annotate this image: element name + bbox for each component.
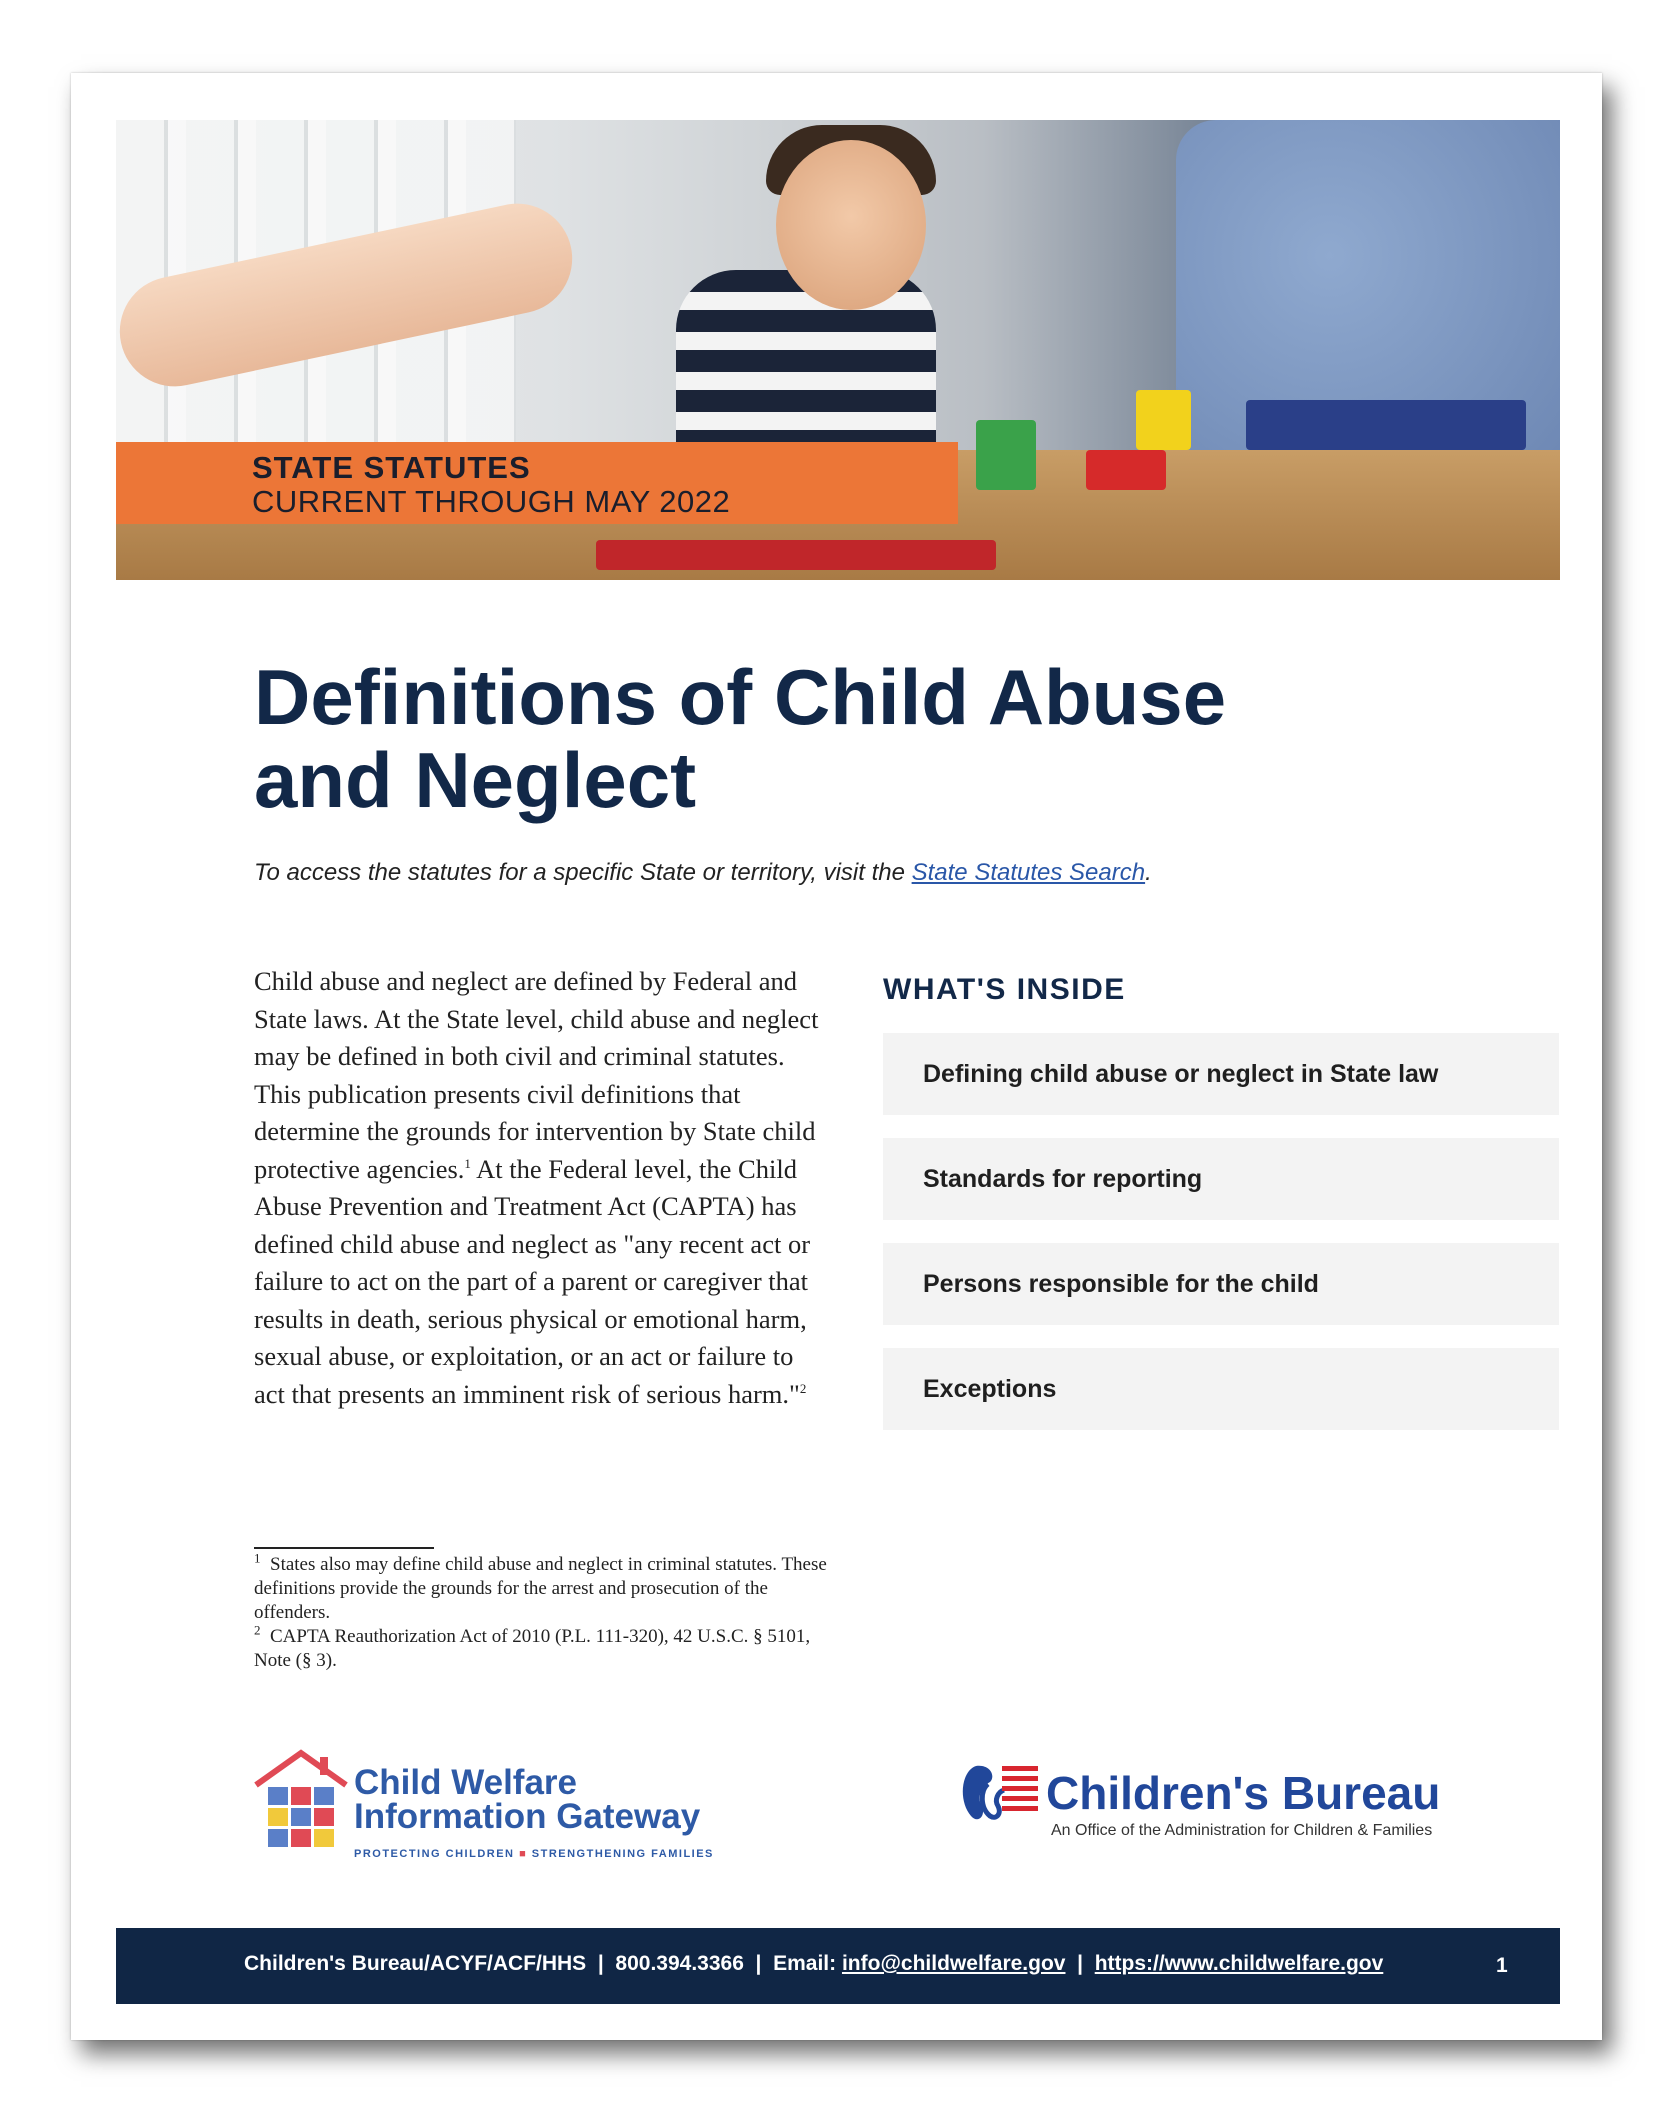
toc-item-exceptions[interactable]: Exceptions	[883, 1348, 1559, 1430]
banner-line2: CURRENT THROUGH MAY 2022	[252, 484, 731, 519]
childrens-bureau-emblem-icon	[956, 1756, 1041, 1826]
footnote-ref-1: 1	[464, 1155, 471, 1171]
toc-item-standards[interactable]: Standards for reporting	[883, 1138, 1559, 1220]
footer-contact: Children's Bureau/ACYF/ACF/HHS | 800.394.3366 | Email: info@childwelfare.gov | https://www.childwelfare.gov	[244, 1952, 1384, 1975]
whats-inside-heading: WHAT'S INSIDE	[883, 973, 1126, 1006]
footnote-1: $^1$ States also may define child abuse and neglect in criminal statutes. These definitions provide the grounds for the arrest and prosecution of the offenders.	[254, 1550, 827, 1623]
banner-line1: STATE STATUTES	[252, 450, 531, 485]
childrens-bureau-logo: Children's Bureau An Office of the Administration for Children & Families	[956, 1756, 1516, 1866]
gateway-tagline: PROTECTING CHILDREN ■ STRENGTHENING FAMILIES	[354, 1848, 714, 1860]
footnote-2: $^2$ CAPTA Reauthorization Act of 2010 (P.L. 111-320), 42 U.S.C. § 5101, Note (§ 3).	[254, 1622, 811, 1671]
footer-bar	[116, 1928, 1560, 2004]
page-number: 1	[1496, 1954, 1508, 1977]
footer-website-link[interactable]: https://www.childwelfare.gov	[1094, 1952, 1384, 1975]
document-page	[71, 73, 1602, 2040]
child-welfare-gateway-logo: Child Welfare Information Gateway PROTECTING CHILDREN ■ STRENGTHENING FAMILIES	[254, 1749, 724, 1879]
state-statutes-banner	[116, 442, 958, 524]
hero-photo	[116, 120, 1560, 580]
house-icon	[254, 1749, 349, 1849]
footnotes	[254, 1550, 834, 1673]
page-title: Definitions of Child Abuse and Neglect	[254, 653, 1227, 824]
toc-item-defining[interactable]: Defining child abuse or neglect in State law	[883, 1033, 1559, 1115]
footer-email-link[interactable]: info@childwelfare.gov	[841, 1952, 1066, 1975]
toc-item-persons[interactable]: Persons responsible for the child	[883, 1243, 1559, 1325]
state-statutes-search-link[interactable]: State Statutes Search	[911, 859, 1146, 886]
intro-paragraph: Child abuse and neglect are defined by Federal and State laws. At the State level, child abuse and neglect may be defined in both civil and criminal statutes. This publication presents civil definitions that determine the grounds for intervention by State child protective agencies.$^1$ At the Federal level, the Child Abuse Prevention and Treatment Act (CAPTA) has defined child abuse and neglect as "any recent act or failure to act on the part of a parent or caregiver that results in death, serious physical or emotional harm, sexual abuse, or exploitation, or an act or failure to act that presents an imminent risk of serious harm."$^2$	[254, 966, 819, 1409]
footer-phone: 800.394.3366	[615, 1952, 744, 1975]
subtitle: To access the statutes for a specific State or territory, visit the State Statutes Search.	[254, 859, 1152, 886]
footnote-divider	[254, 1547, 434, 1549]
whats-inside-list	[883, 1033, 1559, 1453]
footnote-ref-2: 2	[799, 1380, 807, 1396]
